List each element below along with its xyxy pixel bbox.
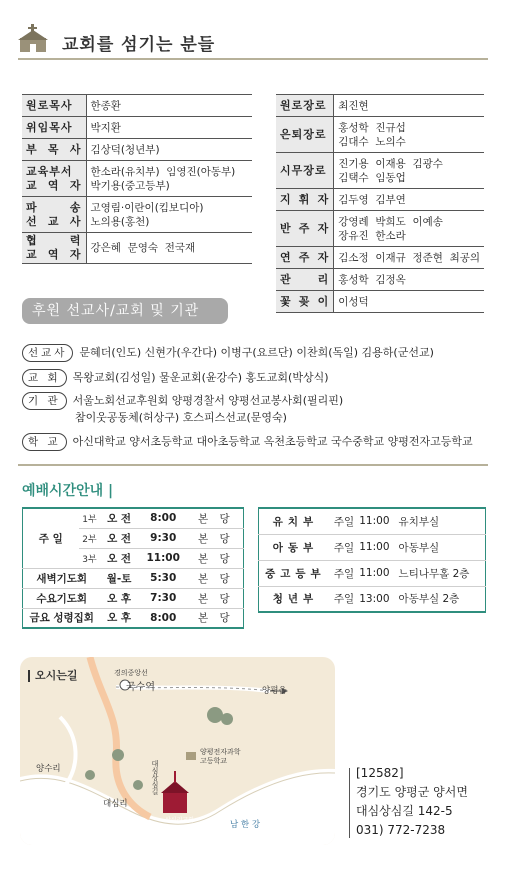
worship-table-main xyxy=(22,507,244,629)
church-icon xyxy=(18,24,48,54)
support-category-tag: 선교사 xyxy=(22,344,73,362)
staff-row xyxy=(276,269,484,291)
staff-names: 한소라(유치부) 임영진(아동부) 박기용(중고등부) xyxy=(86,161,252,197)
service-time: 8:00 xyxy=(138,508,189,528)
postcode: [12582] xyxy=(356,766,404,780)
staff-row xyxy=(276,153,484,189)
service-day: 오 전 xyxy=(100,508,137,528)
department-name: 청년부 xyxy=(259,586,332,612)
staff-names: 김두영 김부연 xyxy=(334,189,484,211)
phone-number: 031) 772-7238 xyxy=(356,823,446,837)
staff-names: 강영례 박희도 이예송 장유진 한소라 xyxy=(334,211,484,247)
department-row xyxy=(259,534,486,560)
staff-role: 지 휘 자 xyxy=(276,189,334,211)
service-place: 본 당 xyxy=(189,588,244,608)
support-title: 후원 선교사/교회 및 기관 xyxy=(22,298,228,324)
staff-role: 위임목사 xyxy=(22,117,86,139)
service-time: 9:30 xyxy=(138,528,189,548)
staff-names: 한종환 xyxy=(86,95,252,117)
staff-role: 은퇴장로 xyxy=(276,117,334,153)
service-time: 8:00 xyxy=(138,608,189,628)
staff-role: 관 리 xyxy=(276,269,334,291)
address-line-1: 경기도 양평군 양서면 xyxy=(356,785,468,799)
station-label: 국수역 xyxy=(126,682,155,693)
department-day: 주일 xyxy=(332,560,356,586)
service-day: 오 전 xyxy=(100,548,137,568)
staff-row xyxy=(276,291,484,313)
department-day: 주일 xyxy=(332,508,356,534)
river-label: 남 한 강 xyxy=(230,820,261,830)
support-list-text: 아신대학교 양서초등학교 대아초등학교 옥천초등학교 국수중학교 양평전자고등학교 xyxy=(72,435,473,448)
staff-role: 원로장로 xyxy=(276,95,334,117)
service-day: 오 후 xyxy=(100,608,137,628)
staff-role: 파 송 선 교 사 xyxy=(22,197,86,233)
address-line-2: 대심상심길 142-5 xyxy=(356,804,453,818)
service-place: 본 당 xyxy=(189,548,244,568)
department-name: 중고등부 xyxy=(259,560,332,586)
service-part: 1부 xyxy=(79,508,101,528)
service-part: 2부 xyxy=(79,528,101,548)
service-name: 새벽기도회 xyxy=(23,568,101,588)
village-daesimri-label: 대심리 xyxy=(103,799,128,809)
staff-row xyxy=(276,95,484,117)
service-time: 11:00 xyxy=(138,548,189,568)
header-divider xyxy=(18,58,488,60)
staff-names: 이성덕 xyxy=(334,291,484,313)
worship-row xyxy=(23,588,244,608)
staff-names: 김상덕(청년부) xyxy=(86,139,252,161)
worship-row xyxy=(23,568,244,588)
school-label: 양평전자과학 고등학교 xyxy=(200,748,241,765)
church-marker xyxy=(161,771,189,813)
staff-role: 부 목 사 xyxy=(22,139,86,161)
section-header xyxy=(18,18,488,60)
service-place: 본 당 xyxy=(189,528,244,548)
road-side xyxy=(60,717,76,787)
staff-role: 반 주 자 xyxy=(276,211,334,247)
worship-row xyxy=(23,608,244,628)
staff-row xyxy=(22,117,252,139)
staff-row xyxy=(276,211,484,247)
address-block xyxy=(356,764,468,840)
staff-row xyxy=(276,247,484,269)
department-row xyxy=(259,560,486,586)
support-list-text: 참이웃공동체(허상구) 호스피스선교(문영숙) xyxy=(75,411,287,424)
support-list-text: 문혜더(인도) 신현가(우간다) 이병구(요르단) 이찬희(독일) 김용하(군선교) xyxy=(79,346,434,359)
service-day: 오 전 xyxy=(100,528,137,548)
staff-names: 진기용 이재용 김광수 김택수 임동업 xyxy=(334,153,484,189)
department-time: 13:00 xyxy=(356,586,392,612)
department-time: 11:00 xyxy=(356,560,392,586)
service-place: 본 당 xyxy=(189,608,244,628)
service-time: 5:30 xyxy=(138,568,189,588)
station-line-label: 경의중앙선 xyxy=(114,669,148,677)
staff-role: 꽃 꽂 이 xyxy=(276,291,334,313)
support-divider xyxy=(18,464,488,466)
worship-table-departments xyxy=(258,507,486,613)
address-divider xyxy=(349,768,350,838)
staff-names: 강은혜 문영숙 전국재 xyxy=(86,233,252,264)
department-day: 주일 xyxy=(332,586,356,612)
support-row xyxy=(75,410,287,426)
service-name: 주 일 xyxy=(23,508,79,568)
staff-names: 고영림·이란이(킴보디아) 노의용(홍천) xyxy=(86,197,252,233)
service-day: 월-토 xyxy=(100,568,137,588)
staff-names: 홍성학 김정옥 xyxy=(334,269,484,291)
staff-row xyxy=(276,117,484,153)
service-name: 금요 성령집회 xyxy=(23,608,101,628)
staff-role: 연 주 자 xyxy=(276,247,334,269)
staff-row xyxy=(22,161,252,197)
staff-row xyxy=(22,233,252,264)
support-row xyxy=(22,369,329,387)
staff-row xyxy=(22,197,252,233)
service-part: 3부 xyxy=(79,548,101,568)
service-time: 7:30 xyxy=(138,588,189,608)
page-title: 교회를 섬기는 분들 xyxy=(62,35,216,55)
road-label: 대심상심길 xyxy=(151,760,159,795)
service-name: 수요기도회 xyxy=(23,588,101,608)
department-day: 주일 xyxy=(332,534,356,560)
service-place: 본 당 xyxy=(189,508,244,528)
staff-names: 최진현 xyxy=(334,95,484,117)
department-place: 느티나무홀 2층 xyxy=(393,560,486,586)
department-time: 11:00 xyxy=(356,534,392,560)
support-category-tag: 기 관 xyxy=(22,392,67,410)
map-label: 오시는길 xyxy=(28,667,78,683)
support-list-text: 서울노회선교후원회 양평경찰서 양평선교봉사회(필리핀) xyxy=(72,394,344,407)
staff-names: 홍성학 진규섭 김대수 노의수 xyxy=(334,117,484,153)
staff-names: 박지환 xyxy=(86,117,252,139)
worship-title: 예배시간안내 | xyxy=(22,483,114,499)
department-row xyxy=(259,586,486,612)
staff-row xyxy=(276,189,484,211)
department-row xyxy=(259,508,486,534)
department-place: 아동부실 xyxy=(393,534,486,560)
support-row xyxy=(22,433,473,451)
staff-role: 원로목사 xyxy=(22,95,86,117)
church-label: 상심리교회 xyxy=(165,817,194,824)
support-category-tag: 교 회 xyxy=(22,369,67,387)
staff-role: 교육부서 교 역 자 xyxy=(22,161,86,197)
tree-icon xyxy=(207,707,223,723)
staff-row xyxy=(22,95,252,117)
department-name: 아동부 xyxy=(259,534,332,560)
school-marker xyxy=(186,752,196,760)
service-day: 오 후 xyxy=(100,588,137,608)
department-place: 유치부실 xyxy=(393,508,486,534)
support-row xyxy=(22,344,434,362)
service-place: 본 당 xyxy=(189,568,244,588)
support-list-text: 목왕교회(김성일) 물운교회(윤강수) 홍도교회(박상식) xyxy=(72,371,329,384)
staff-role: 시무장로 xyxy=(276,153,334,189)
staff-role: 협 력 교 역 자 xyxy=(22,233,86,264)
support-category-tag: 학 교 xyxy=(22,433,67,451)
staff-table-right xyxy=(276,94,484,313)
department-name: 유치부 xyxy=(259,508,332,534)
department-time: 11:00 xyxy=(356,508,392,534)
town-label: 양평읍 xyxy=(262,686,287,696)
staff-row xyxy=(22,139,252,161)
support-row xyxy=(22,392,343,410)
staff-table-left xyxy=(22,94,252,264)
staff-names: 김소정 이재규 정준현 최공의 xyxy=(334,247,484,269)
village-yangsuri-label: 양수리 xyxy=(36,764,61,774)
worship-row xyxy=(23,508,244,528)
department-place: 아동부실 2층 xyxy=(393,586,486,612)
